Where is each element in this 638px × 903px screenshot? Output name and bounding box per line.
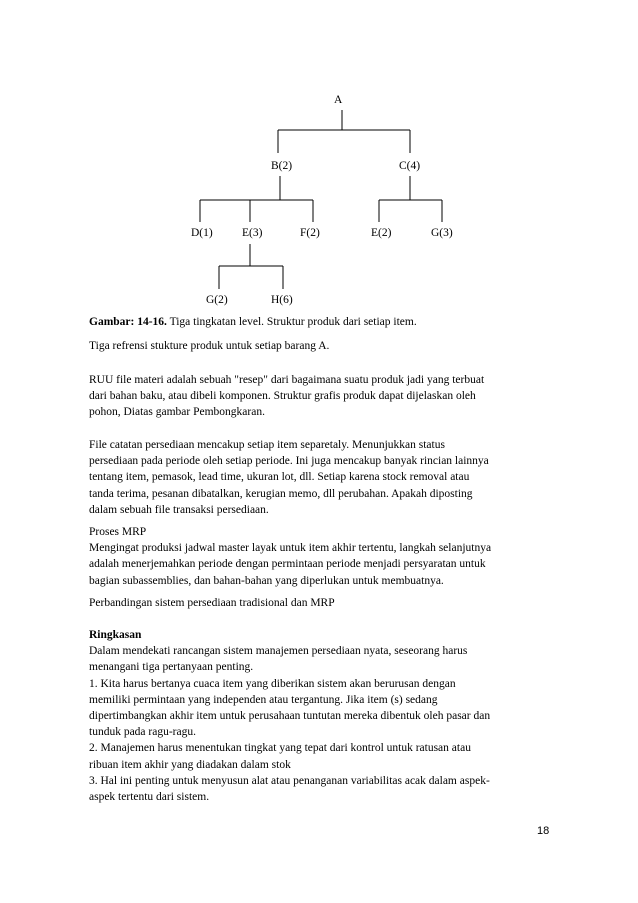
product-structure-tree: [0, 0, 638, 310]
paragraph-perbandingan: [89, 595, 559, 611]
paragraph-ruu: [89, 372, 559, 421]
text-line: menangani tiga pertanyaan penting.: [89, 661, 254, 674]
text-line: Mengingat produksi jadwal master layak untuk item akhir tertentu, langkah selanjutnya: [89, 542, 492, 555]
node-h: H(6): [271, 294, 293, 306]
text-line: File catatan persediaan mencakup setiap item separetaly. Menunjukkan status: [89, 439, 445, 451]
node-b: B(2): [271, 160, 293, 172]
text-line: pohon, Diatas gambar Pembongkaran.: [89, 406, 265, 419]
node-a: A: [334, 94, 343, 106]
text-line: 1. Kita harus bertanya cuaca item yang diberikan sistem akan berurusan dengan: [89, 677, 456, 690]
section-heading: Proses MRP: [89, 526, 147, 538]
node-c: C(4): [399, 160, 421, 172]
text-line: RUU file materi adalah sebuah "resep" dari bagaimana suatu produk jadi yang terbuat: [89, 374, 485, 386]
figure-caption: [89, 314, 559, 330]
text-line: ribuan item akhir yang diadakan dalam stok: [89, 758, 291, 771]
section-proses-mrp: [89, 524, 559, 589]
text-line: Dalam mendekati rancangan sistem manajemen persediaan nyata, seseorang harus: [89, 645, 468, 658]
section-ringkasan: [89, 627, 559, 805]
text-line: tentang item, pemasok, lead time, ukuran lot, dll. Setiap karena stock removal atau: [89, 471, 470, 484]
text-line: Perbandingan sistem persediaan tradisional dan MRP: [89, 597, 335, 609]
page-number: 18: [537, 825, 550, 837]
text-line: dari bahan baku, atau dibeli komponen. Struktur grafis produk dapat dijelaskan oleh: [89, 390, 476, 403]
caption-subtext: Tiga refrensi stukture produk untuk setiap barang A.: [89, 340, 330, 352]
node-g-under-c: G(3): [431, 227, 453, 239]
text-line: memiliki permintaan yang independen atau tergantung. Jika item (s) sedang: [89, 693, 438, 706]
caption-text: Tiga tingkatan level. Struktur produk dari setiap item.: [166, 316, 417, 328]
node-g-under-e: G(2): [206, 294, 228, 306]
section-heading: Ringkasan: [89, 629, 142, 641]
node-d: D(1): [191, 227, 213, 239]
text-line: adalah menerjemahkan periode dengan permintaan periode menjadi persyaratan untuk: [89, 558, 486, 571]
text-line: 3. Hal ini penting untuk menyusun alat atau penanganan variabilitas acak dalam aspek-: [89, 774, 490, 787]
node-e-under-b: E(3): [242, 227, 263, 239]
caption-label: Gambar: 14-16.: [89, 316, 167, 328]
text-line: bagian subassemblies, dan bahan-bahan yang diperlukan untuk membuatnya.: [89, 574, 444, 587]
text-line: tanda terima, pesanan dibatalkan, kerugian memo, dll perubahan. Apakah diposting: [89, 487, 473, 500]
node-f: F(2): [300, 227, 320, 239]
text-line: dipertimbangkan akhir item untuk perusahaan tuntutan mereka dibentuk oleh pasar dan: [89, 710, 491, 723]
node-e-under-c: E(2): [371, 227, 392, 239]
text-line: persediaan pada periode oleh setiap periode. Ini juga mencakup banyak rincian lainnya: [89, 455, 489, 468]
text-line: 2. Manajemen harus menentukan tingkat yang tepat dari kontrol untuk ratusan atau: [89, 742, 471, 755]
paragraph-file: [89, 437, 559, 518]
text-line: tunduk pada ragu-ragu.: [89, 726, 196, 739]
caption-line-2: [89, 338, 559, 354]
text-line: dalam sebuah file transaksi persediaan.: [89, 503, 269, 516]
text-line: aspek tertentu dari sistem.: [89, 791, 210, 804]
